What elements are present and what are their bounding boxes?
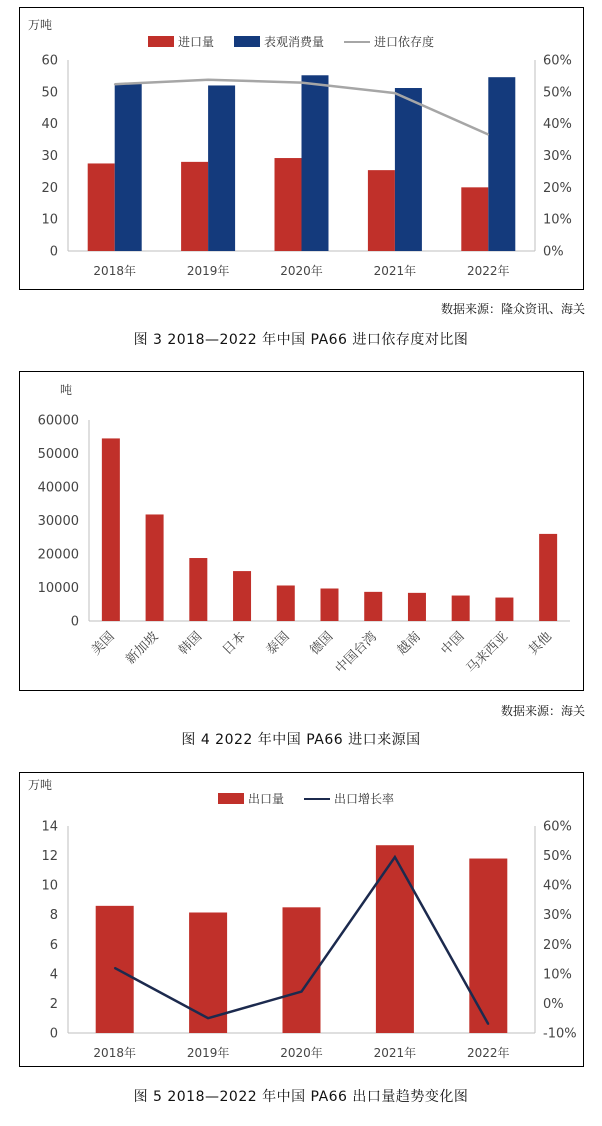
- y2-tick-label: 30%: [543, 908, 572, 924]
- bar-series-0: [368, 170, 395, 251]
- chart-caption: 图 4 2022 年中国 PA66 进口来源国: [181, 732, 421, 748]
- y2-tick-label: 0%: [543, 996, 564, 1012]
- bar-series-0: [96, 906, 134, 1033]
- x-tick-label: 2022年: [467, 264, 510, 278]
- x-tick-label: 2019年: [186, 264, 230, 278]
- unit-label: 万吨: [28, 778, 53, 792]
- bar-series-1: [208, 85, 235, 251]
- x-tick-label: 日本: [219, 629, 249, 659]
- bar-series-1: [302, 75, 329, 251]
- y-tick-label: 14: [41, 819, 58, 835]
- unit-label: 万吨: [28, 18, 53, 32]
- chart-import-sources: [20, 372, 582, 689]
- x-tick-label: 其他: [525, 629, 555, 659]
- chart-import-dependency: [20, 8, 582, 288]
- legend-label: 出口增长率: [334, 792, 395, 806]
- chart-panel-import-sources: [19, 371, 584, 691]
- bar-series-0: [461, 187, 488, 251]
- bar-value: [233, 571, 251, 621]
- bar-series-0: [181, 162, 208, 251]
- legend-label: 表观消费量: [264, 35, 325, 49]
- bar-series-0: [376, 845, 414, 1033]
- bar-series-1: [488, 77, 515, 251]
- legend-swatch: [234, 36, 260, 47]
- bar-series-1: [395, 88, 422, 251]
- y-tick-label: 0: [49, 1026, 58, 1042]
- y-tick-label: 40: [41, 117, 58, 133]
- x-tick-label: 泰国: [263, 629, 293, 659]
- bar-series-0: [88, 163, 115, 251]
- legend-label: 进口依存度: [374, 35, 435, 49]
- x-tick-label: 2018年: [93, 264, 136, 278]
- legend-label: 进口量: [178, 35, 215, 49]
- y-tick-label: 0: [49, 244, 58, 260]
- x-tick-label: 中国台湾: [332, 629, 381, 677]
- y2-tick-label: 20%: [543, 180, 572, 196]
- x-tick-label: 马来西亚: [463, 629, 512, 677]
- x-tick-label: 2022年: [467, 1046, 510, 1060]
- y-tick-label: 20: [41, 180, 58, 196]
- x-tick-label: 美国: [88, 629, 118, 659]
- y-tick-label: 10: [41, 878, 58, 894]
- y-tick-label: 40000: [37, 480, 79, 496]
- line-point: [301, 82, 303, 84]
- y-tick-label: 30000: [37, 514, 79, 529]
- bar-value: [452, 596, 470, 621]
- y-tick-label: 10000: [37, 581, 79, 596]
- y2-tick-label: 20%: [543, 937, 572, 953]
- y2-tick-label: 60%: [543, 819, 572, 835]
- bar-series-0: [469, 859, 507, 1033]
- chart-panel-import-dependency: [19, 7, 584, 290]
- unit-label: 吨: [60, 383, 73, 397]
- line-point: [114, 83, 116, 85]
- y-tick-label: 20000: [37, 547, 79, 563]
- bar-value: [495, 598, 513, 621]
- y2-tick-label: 40%: [543, 878, 572, 894]
- line-point: [207, 1017, 209, 1019]
- y2-tick-label: 50%: [543, 85, 572, 101]
- chart-export-trend: [20, 773, 582, 1065]
- x-tick-label: 新加坡: [123, 629, 162, 668]
- y2-tick-label: 50%: [543, 849, 572, 865]
- x-tick-label: 2021年: [373, 264, 417, 278]
- line-point: [488, 134, 490, 136]
- bar-value: [146, 514, 164, 621]
- x-tick-label: 德国: [307, 629, 337, 659]
- y-tick-label: 6: [49, 937, 58, 953]
- y-tick-label: 50: [41, 85, 58, 101]
- x-tick-label: 2018年: [93, 1046, 136, 1060]
- bar-value: [189, 558, 207, 621]
- chart-source: 数据来源：海关: [500, 704, 585, 718]
- line-point: [488, 1023, 490, 1025]
- legend-swatch: [218, 793, 244, 804]
- bar-value: [364, 592, 382, 621]
- y-tick-label: 8: [49, 908, 58, 924]
- bar-series-1: [115, 84, 142, 251]
- y-tick-label: 0: [70, 614, 79, 630]
- bar-value: [321, 589, 339, 621]
- y-tick-label: 4: [49, 967, 58, 983]
- y2-tick-label: 30%: [543, 149, 572, 164]
- y-tick-label: 60: [41, 53, 58, 69]
- x-tick-label: 2019年: [186, 1046, 230, 1060]
- y-tick-label: 60000: [37, 413, 79, 429]
- y2-tick-label: -10%: [543, 1026, 577, 1042]
- y2-tick-label: 0%: [543, 244, 564, 260]
- y2-tick-label: 10%: [543, 212, 572, 228]
- bar-series-0: [283, 907, 321, 1033]
- chart-panel-export-trend: [19, 772, 584, 1067]
- x-tick-label: 2020年: [280, 1046, 323, 1060]
- y2-tick-label: 40%: [543, 117, 572, 133]
- legend-label: 出口量: [248, 792, 285, 806]
- y-tick-label: 10: [41, 212, 58, 228]
- chart-caption: 图 5 2018—2022 年中国 PA66 出口量趋势变化图: [133, 1089, 469, 1105]
- x-tick-label: 越南: [394, 629, 424, 659]
- x-tick-label: 2021年: [373, 1046, 417, 1060]
- bar-value: [539, 534, 557, 621]
- x-tick-label: 2020年: [280, 264, 323, 278]
- line-point: [114, 967, 116, 969]
- y-tick-label: 12: [41, 849, 58, 865]
- y2-tick-label: 60%: [543, 53, 572, 69]
- line-point: [394, 856, 396, 858]
- y-tick-label: 2: [49, 996, 58, 1012]
- bar-value: [102, 438, 120, 621]
- y2-tick-label: 10%: [543, 967, 572, 983]
- y-tick-label: 30: [41, 149, 58, 164]
- x-tick-label: 中国: [438, 629, 468, 659]
- bar-value: [277, 585, 295, 621]
- line-point: [301, 991, 303, 993]
- bar-value: [408, 593, 426, 621]
- line-point: [394, 92, 396, 94]
- chart-source: 数据来源：隆众资讯、海关: [440, 302, 585, 316]
- legend-swatch: [148, 36, 174, 47]
- bar-series-0: [275, 158, 302, 251]
- y-tick-label: 50000: [37, 447, 79, 462]
- chart-caption: 图 3 2018—2022 年中国 PA66 进口依存度对比图: [133, 332, 469, 348]
- line-point: [207, 79, 209, 81]
- x-tick-label: 韩国: [176, 629, 206, 659]
